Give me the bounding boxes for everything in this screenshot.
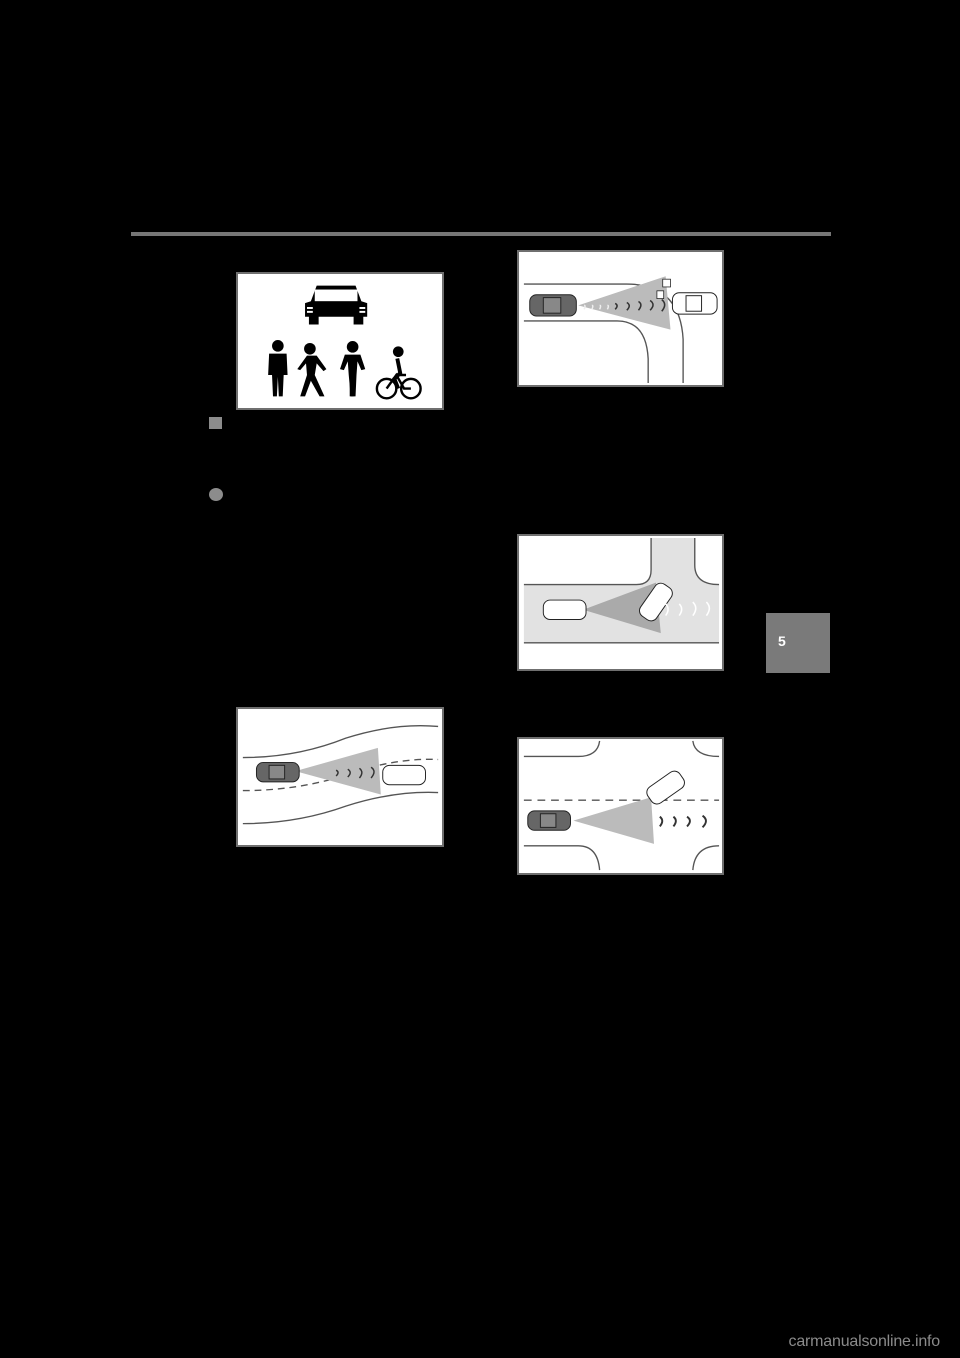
car-front-icon [305,286,367,325]
figure-vehicle-crossing-lane [517,737,724,875]
list-bullet-icon [209,488,223,501]
detectable-objects-illustration [238,274,442,408]
figure-detectable-objects [236,272,444,410]
sensor-beam [573,797,654,844]
watermark: carmanualsonline.info [788,1333,940,1350]
cyclist-icon [377,346,421,398]
preceding-vehicle-icon [383,765,426,784]
winding-road-illustration [238,709,442,845]
turning-scenario-illustration [519,536,722,669]
standing-pedestrian-icon [268,340,287,396]
own-vehicle-icon [543,600,586,619]
section-heading-bullet-icon [209,417,222,429]
curve-scenario-illustration [519,252,722,385]
figure-curve-oncoming-vehicle [517,250,724,387]
header-rule [131,232,831,236]
chapter-side-tab[interactable] [766,613,830,673]
chapter-number: 5 [778,633,786,649]
figure-vehicle-turning-in-front [517,534,724,671]
person-with-bicycle-icon [340,341,365,396]
lane-change-illustration [519,739,722,873]
figure-winding-road [236,707,444,847]
walking-pedestrian-icon [297,343,326,396]
